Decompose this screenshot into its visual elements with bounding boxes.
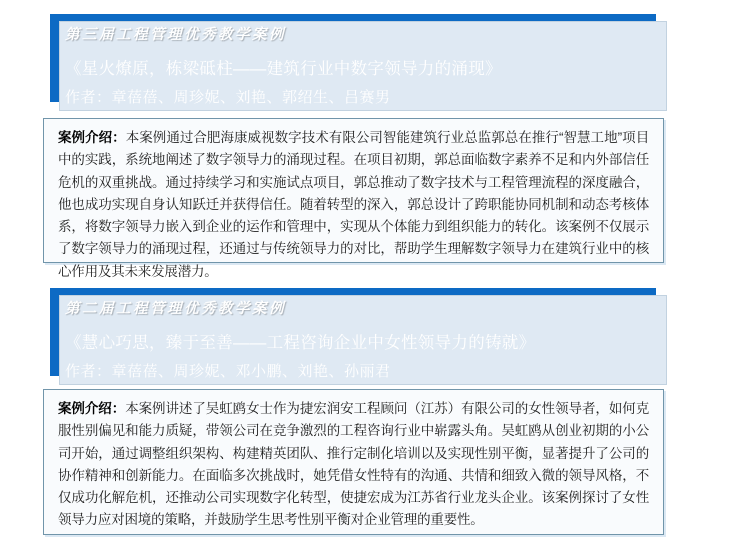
case-authors: 作者：章蓓蓓、周珍妮、刘艳、郭绍生、吕赛男 — [65, 89, 391, 106]
intro-body: 本案例讲述了吴虹鸥女士作为捷宏润安工程顾问（江苏）有限公司的女性领导者，如何克服性别偏见和能力质疑，带领公司在竞争激烈的工程咨询行业中崭露头角。吴虹鸥从创业初期的小公司开始，通过调整组织架构、构建精英团队、推行定制化培训以及实现性别平衡，显著提升了公司的协作精神和创新能力。在面临多次挑战时，她凭借女性特有的沟通、共情和细致入微的领导风格，不仅成功化解危机，还推动公司实现数字化转型，使捷宏成为江苏省行业龙头企业。该案例探讨了女性领导力应对困境的策略，并鼓励学生思考性别平衡对企业管理的重要性。 — [58, 401, 650, 528]
intro-body: 本案例通过合肥海康威视数字技术有限公司智能建筑行业总监郭总在推行“智慧工地”项目中的实践，系统地阐述了数字领导力的涌现过程。在项目初期，郭总面临数字素养不足和内外部信任危机的双重挑战。通过持续学习和实施试点项目，郭总推动了数字技术与工程管理流程的深度融合，他也成功实现自身认知跃迁并获得信任。随着转型的深入，郭总设计了跨职能协同机制和动态考核体系，将数字领导力嵌入到企业的运作和管理中，实现从个体能力到组织能力的转化。该案例不仅展示了数字领导力的涌现过程，还通过与传统领导力的对比，帮助学生理解数字领导力在建筑行业中的核心作用及其未来发展潜力。 — [58, 130, 650, 279]
case-intro-paragraph — [58, 127, 649, 283]
case-banner-third-edition — [50, 14, 656, 106]
case-intro-paragraph — [58, 398, 649, 532]
edition-heading: 第三届工程管理优秀教学案例 — [65, 26, 286, 43]
case-intro-box-1 — [43, 118, 664, 279]
case-intro-box-2 — [43, 389, 664, 535]
case-title: 《慧心巧思，臻于至善——工程咨询企业中女性领导力的铸就》 — [65, 334, 536, 352]
intro-label: 案例介绍： — [58, 401, 126, 416]
case-title: 《星火燎原，栋梁砥柱——建筑行业中数字领导力的涌现》 — [65, 60, 502, 78]
case-banner-second-edition — [50, 288, 656, 380]
case-authors: 作者：章蓓蓓、周珍妮、邓小鹏、刘艳、孙丽君 — [65, 363, 391, 380]
edition-heading: 第二届工程管理优秀教学案例 — [65, 300, 286, 317]
intro-label: 案例介绍： — [58, 130, 126, 145]
